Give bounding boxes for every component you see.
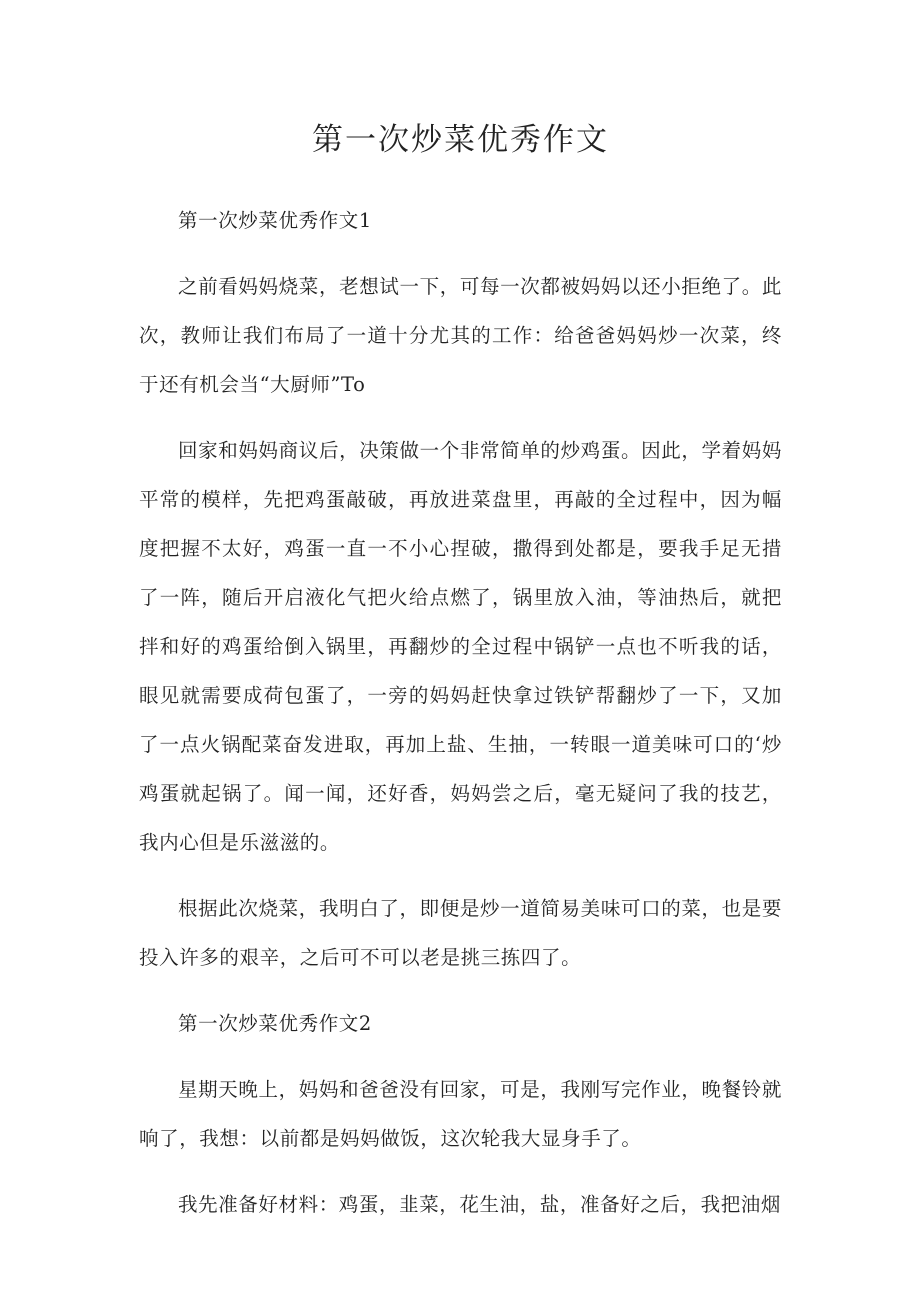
page-title: 第一次炒菜优秀作文 xyxy=(312,122,609,158)
paragraph: 回家和妈妈商议后，决策做一个非常简单的炒鸡蛋。因此，学着妈妈平常的模样，先把鸡蛋敲破，再放进菜盘里，再敲的全过程中，因为幅度把握不太好，鸡蛋一直一不小心捏破，撒得到处都是，要我手足无措了一阵，随后开启液化气把火给点燃了，锅里放入油，等油热后，就把拌和好的鸡蛋给倒入锅里，再翻炒的全过程中锅铲一点也不听我的话，眼见就需要成荷包蛋了，一旁的妈妈赶快拿过铁铲帮翻炒了一下，又加了一点火锅配菜奋发进取，再加上盐、生抽，一转眼一道美味可口的‘炒鸡蛋就起锅了。闻一闻，还好香，妈妈尝之后，毫无疑问了我的技艺，我内心但是乐滋滋的。 xyxy=(139,439,782,854)
paragraph: 根据此次烧菜，我明白了，即便是炒一道简易美味可口的菜，也是要投入许多的艰辛，之后可不可以老是挑三拣四了。 xyxy=(139,897,782,969)
paragraph: 星期天晚上，妈妈和爸爸没有回家，可是，我刚写完作业，晚餐铃就响了，我想：以前都是妈妈做饭，这次轮我大显身手了。 xyxy=(139,1078,782,1150)
section-heading-1: 第一次炒菜优秀作文1 xyxy=(178,209,372,232)
paragraph: 之前看妈妈烧菜，老想试一下，可每一次都被妈妈以还小拒绝了。此次，教师让我们布局了一道十分尤其的工作：给爸爸妈妈炒一次菜，终于还有机会当“大厨师”To xyxy=(139,275,782,396)
section-heading-2: 第一次炒菜优秀作文2 xyxy=(178,1012,372,1035)
document-body xyxy=(139,196,782,1229)
paragraph: 我先准备好材料：鸡蛋，韭菜，花生油，盐，准备好之后，我把油烟 xyxy=(178,1193,782,1216)
